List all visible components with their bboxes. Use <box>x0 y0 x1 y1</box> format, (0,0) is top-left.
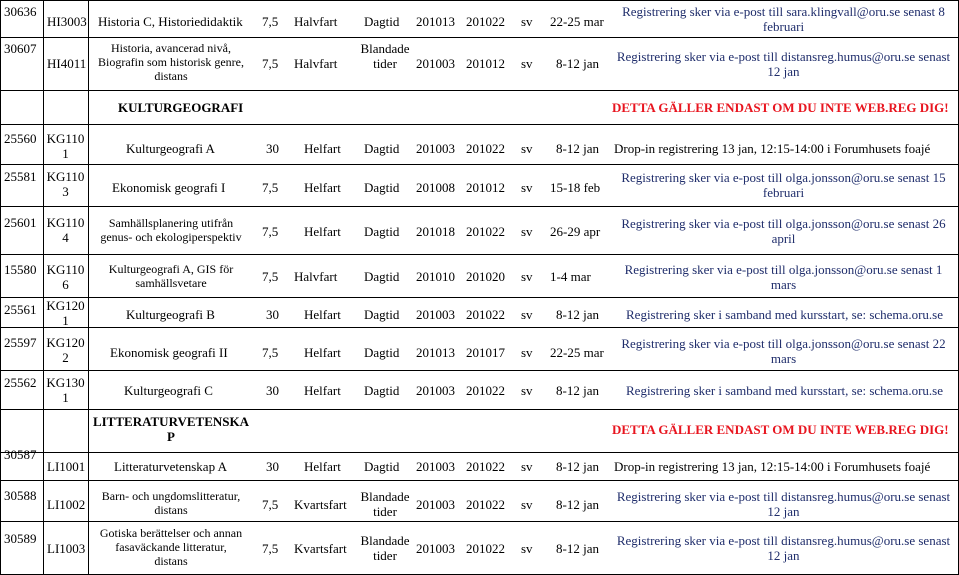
pace: Kvartsfart <box>294 541 347 556</box>
dates: 8-12 jan <box>556 56 599 71</box>
dates: 8-12 jan <box>556 383 599 398</box>
course-name: Ekonomisk geografi II <box>110 345 228 360</box>
pace: Helfart <box>304 307 341 322</box>
section-title: LITTERATURVETENSKA P <box>92 414 250 444</box>
credits: 7,5 <box>262 14 279 29</box>
dates: 8-12 jan <box>556 141 599 156</box>
pace: Halvfart <box>294 56 338 71</box>
pace: Helfart <box>304 383 341 398</box>
time: Dagtid <box>364 345 400 360</box>
course-name: Historia, avancerad nivå, Biografin som historisk genre, distans <box>98 41 244 83</box>
course-id: 25562 <box>4 375 37 390</box>
course-code: KG110 4 <box>46 215 85 245</box>
registration-info: Registrering sker via e-post till olga.jonsson@oru.se senast 1 mars <box>624 262 943 292</box>
start-week: 201003 <box>416 307 455 322</box>
course-id: 25581 <box>4 169 37 184</box>
registration-info: Registrering sker i samband med kursstart, se: schema.oru.se <box>626 383 943 398</box>
start-week: 201008 <box>416 180 455 195</box>
course-code: KG130 1 <box>46 375 85 405</box>
course-code: HI3003 <box>47 14 87 29</box>
dates: 22-25 mar <box>550 345 604 360</box>
start-week: 201018 <box>416 224 455 239</box>
credits: 7,5 <box>262 345 279 360</box>
course-code: LI1003 <box>47 541 86 556</box>
language: sv <box>521 180 533 195</box>
registration-info: Registrering sker via e-post till olga.jonsson@oru.se senast 22 mars <box>621 336 946 366</box>
time: Blandade tider <box>360 41 410 71</box>
course-id: 30589 <box>4 531 37 546</box>
time: Blandade tider <box>360 533 410 563</box>
language: sv <box>521 541 533 556</box>
course-name: Gotiska berättelser och annan fasaväckande litteratur, distans <box>99 526 243 568</box>
pace: Helfart <box>304 224 341 239</box>
language: sv <box>521 459 533 474</box>
time: Dagtid <box>364 224 400 239</box>
start-week: 201003 <box>416 383 455 398</box>
dates: 8-12 jan <box>556 497 599 512</box>
course-name: Historia C, Historiedidaktik <box>98 14 243 29</box>
course-code: HI4011 <box>47 56 87 71</box>
course-code: LI1002 <box>47 497 86 512</box>
credits: 7,5 <box>262 224 279 239</box>
credits: 30 <box>266 459 279 474</box>
start-week: 201003 <box>416 497 455 512</box>
start-week: 201013 <box>416 345 455 360</box>
course-id: 25601 <box>4 215 37 230</box>
time: Dagtid <box>364 269 400 284</box>
dates: 26-29 apr <box>550 224 601 239</box>
course-name: Ekonomisk geografi I <box>112 180 226 195</box>
dates: 8-12 jan <box>556 307 599 322</box>
end-week: 201012 <box>466 180 505 195</box>
time: Dagtid <box>364 14 400 29</box>
registration-info: Registrering sker via e-post till olga.jonsson@oru.se senast 26 april <box>621 216 946 246</box>
registration-info: Registrering sker i samband med kursstart, se: schema.oru.se <box>626 307 943 322</box>
registration-info: Registrering sker via e-post till distansreg.humus@oru.se senast 12 jan <box>616 533 951 563</box>
dates: 1-4 mar <box>550 269 591 284</box>
language: sv <box>521 141 533 156</box>
course-name: Barn- och ungdomslitteratur, distans <box>101 489 241 517</box>
section-notice: DETTA GÄLLER ENDAST OM DU INTE WEB.REG DIG! <box>612 100 949 115</box>
pace: Helfart <box>304 180 341 195</box>
start-week: 201003 <box>416 541 455 556</box>
end-week: 201022 <box>466 497 505 512</box>
end-week: 201020 <box>466 269 505 284</box>
course-name: Kulturgeografi A, GIS för samhällsvetare <box>108 262 234 290</box>
credits: 7,5 <box>262 56 279 71</box>
end-week: 201022 <box>466 14 505 29</box>
start-week: 201003 <box>416 56 455 71</box>
registration-info: Registrering sker via e-post till sara.klingvall@oru.se senast 8 februari <box>622 4 945 34</box>
end-week: 201022 <box>466 307 505 322</box>
registration-info: Drop-in registrering 13 jan, 12:15-14:00 i Forumhusets foajé <box>614 141 931 156</box>
time: Dagtid <box>364 141 400 156</box>
course-id: 30588 <box>4 488 37 503</box>
course-code: KG110 6 <box>46 262 85 292</box>
end-week: 201022 <box>466 383 505 398</box>
course-name: Kulturgeografi B <box>126 307 215 322</box>
dates: 22-25 mar <box>550 14 604 29</box>
course-id: 15580 <box>4 262 37 277</box>
time: Dagtid <box>364 180 400 195</box>
time: Blandade tider <box>360 489 410 519</box>
start-week: 201013 <box>416 14 455 29</box>
course-code: KG120 2 <box>46 335 85 365</box>
course-id: 30607 <box>4 41 37 56</box>
credits: 7,5 <box>262 541 279 556</box>
dates: 15-18 feb <box>550 180 601 195</box>
end-week: 201022 <box>466 224 505 239</box>
language: sv <box>521 497 533 512</box>
end-week: 201017 <box>466 345 505 360</box>
credits: 7,5 <box>262 497 279 512</box>
course-name: Samhällsplanering utifrån genus- och ekologiperspektiv <box>100 216 242 244</box>
section-notice: DETTA GÄLLER ENDAST OM DU INTE WEB.REG DIG! <box>612 422 949 437</box>
course-code: LI1001 <box>47 459 86 474</box>
dates: 8-12 jan <box>556 541 599 556</box>
end-week: 201022 <box>466 459 505 474</box>
registration-info: Drop-in registrering 13 jan, 12:15-14:00 i Forumhusets foajé <box>614 459 931 474</box>
start-week: 201003 <box>416 459 455 474</box>
credits: 7,5 <box>262 269 279 284</box>
section-title: KULTURGEOGRAFI <box>118 100 244 115</box>
language: sv <box>521 14 533 29</box>
credits: 30 <box>266 383 279 398</box>
credits: 7,5 <box>262 180 279 195</box>
course-code: KG110 3 <box>46 169 85 199</box>
start-week: 201003 <box>416 141 455 156</box>
course-name: Litteraturvetenskap A <box>114 459 227 474</box>
course-code: KG120 1 <box>46 298 85 328</box>
pace: Helfart <box>304 459 341 474</box>
course-id: 25597 <box>4 335 37 350</box>
course-name: Kulturgeografi C <box>124 383 213 398</box>
pace: Helfart <box>304 345 341 360</box>
course-id: 25560 <box>4 131 37 146</box>
language: sv <box>521 383 533 398</box>
pace: Halvfart <box>294 14 338 29</box>
start-week: 201010 <box>416 269 455 284</box>
credits: 30 <box>266 307 279 322</box>
end-week: 201022 <box>466 141 505 156</box>
pace: Halvfart <box>294 269 338 284</box>
language: sv <box>521 56 533 71</box>
language: sv <box>521 307 533 322</box>
time: Dagtid <box>364 307 400 322</box>
course-name: Kulturgeografi A <box>126 141 215 156</box>
course-code: KG110 1 <box>46 131 85 161</box>
registration-info: Registrering sker via e-post till olga.jonsson@oru.se senast 15 februari <box>621 170 946 200</box>
end-week: 201012 <box>466 56 505 71</box>
end-week: 201022 <box>466 541 505 556</box>
language: sv <box>521 269 533 284</box>
time: Dagtid <box>364 459 400 474</box>
dates: 8-12 jan <box>556 459 599 474</box>
course-id: 30587 <box>4 447 37 462</box>
registration-info: Registrering sker via e-post till distansreg.humus@oru.se senast 12 jan <box>616 489 951 519</box>
language: sv <box>521 224 533 239</box>
registration-info: Registrering sker via e-post till distansreg.humus@oru.se senast 12 jan <box>616 49 951 79</box>
pace: Helfart <box>304 141 341 156</box>
course-id: 30636 <box>4 4 37 19</box>
language: sv <box>521 345 533 360</box>
pace: Kvartsfart <box>294 497 347 512</box>
credits: 30 <box>266 141 279 156</box>
course-id: 25561 <box>4 302 37 317</box>
time: Dagtid <box>364 383 400 398</box>
